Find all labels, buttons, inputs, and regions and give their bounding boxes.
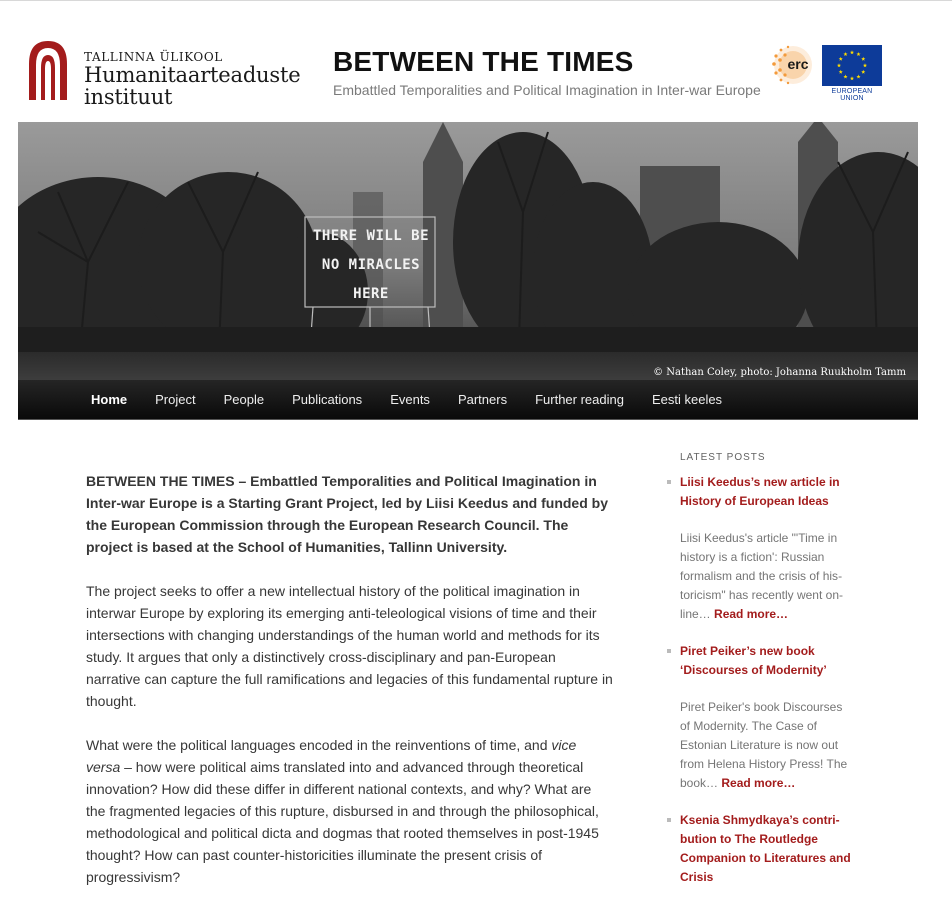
eu-flag[interactable] xyxy=(822,45,882,86)
top-border xyxy=(0,0,952,1)
post-excerpt xyxy=(680,698,852,793)
post-excerpt-text: Piret Peiker's book Discourses of Modernity. The Case of Estonian Literature is now out from Helena History Press! The book… xyxy=(680,700,848,790)
eu-star-icon xyxy=(856,75,860,79)
post-title-link[interactable]: Liisi Keedus’s new article in History of European Ideas xyxy=(680,475,840,508)
erc-logo-icon[interactable] xyxy=(768,42,818,88)
latest-posts-heading: LATEST POSTS xyxy=(680,452,766,463)
site-logo[interactable] xyxy=(26,38,316,110)
eu-star-icon xyxy=(839,57,843,61)
list-bullet-icon xyxy=(667,818,671,822)
list-bullet-icon xyxy=(667,480,671,484)
post-title-link[interactable]: Piret Peiker’s new book ‘Discourses of Modernity’ xyxy=(680,644,827,677)
sign-line-1: THERE WILL BE xyxy=(312,228,430,244)
erc-label: erc xyxy=(787,56,809,72)
eu-stars-icon xyxy=(822,45,882,86)
header-banner-image xyxy=(18,122,918,380)
logo-university-name: TALLINNA ÜLIKOOL xyxy=(84,50,223,64)
eu-star-icon xyxy=(850,50,854,54)
eu-star-icon xyxy=(856,52,860,56)
site-description: Embattled Temporalities and Political Imagination in Inter-war Europe xyxy=(333,82,761,98)
tallinn-university-arch-icon xyxy=(26,38,70,100)
sign-line-2: NO MIRACLES xyxy=(321,257,421,273)
list-bullet-icon xyxy=(667,649,671,653)
eu-label: EUROPEAN UNION xyxy=(831,88,873,102)
nav-item-partners[interactable]: Partners xyxy=(457,392,508,407)
site-title[interactable]: BETWEEN THE TIMES xyxy=(333,46,634,77)
post-excerpt-text: Liisi Keedus's article "'Time in history is a fiction': Russian formalism and the crisis of historicism" has recently went online… xyxy=(680,531,843,621)
sign-line-3: HERE xyxy=(353,286,389,302)
post-item xyxy=(680,811,852,887)
eu-star-icon xyxy=(843,52,847,56)
sidebar xyxy=(680,452,852,905)
nav-item-people[interactable]: People xyxy=(223,392,265,407)
post-item xyxy=(680,473,852,624)
nav-item-eesti-keeles[interactable]: Eesti keeles xyxy=(651,392,723,407)
read-more-link[interactable]: Read more… xyxy=(721,776,796,790)
logo-institute-line2: instituut xyxy=(84,85,173,109)
nav-item-home[interactable]: Home xyxy=(91,392,128,407)
nav-item-publications[interactable]: Publications xyxy=(292,392,363,407)
main-content xyxy=(86,470,614,907)
banner-photo xyxy=(18,122,918,380)
read-more-link[interactable]: Read more… xyxy=(714,607,789,621)
main-navigation xyxy=(18,380,918,420)
questions-text-end: – how were political aims translated into and advanced through theoretical innovation? How did these differ in different national contexts, and why? What are the fragmented legacies of this rupture, disbursed in and through the philosophical, methodological and political dicta and dogmas that rooted themselves in post-1945 thought? How can past counter-historicities illuminate the present crisis of progressivism? xyxy=(86,759,599,885)
nav-item-project[interactable]: Project xyxy=(155,392,196,407)
eu-star-icon xyxy=(843,75,847,79)
post-item xyxy=(680,642,852,793)
nav-item-events[interactable]: Events xyxy=(390,392,430,407)
eu-star-icon xyxy=(839,70,843,74)
questions-text-emphasis: vice versa xyxy=(86,737,577,775)
banner-sign-text xyxy=(310,222,432,309)
questions-paragraph xyxy=(86,734,614,888)
eu-star-icon xyxy=(861,57,865,61)
logo-institute-line1: Humanitaarteaduste xyxy=(84,63,301,87)
eu-star-icon xyxy=(861,70,865,74)
project-paragraph: The project seeks to offer a new intellectual history of the political imagination in interwar Europe by exploring its emerging anti-teleological visions of time and their intersections with changing understandings of the human world and methods for its study. It argues that only a distinctively cross-disciplinary and pan-European narrative can capture the full ramifications and legacies of this fundamental rupture in thought. xyxy=(86,583,613,709)
post-title-link[interactable]: Ksenia Shmydkaya’s contribution to The Routledge Companion to Literatures and Crisis xyxy=(680,813,851,884)
eu-star-icon xyxy=(863,63,867,67)
banner-photo-credit: © Nathan Coley, photo: Johanna Ruukholm Tamm xyxy=(653,367,906,378)
eu-star-icon xyxy=(850,76,854,80)
post-excerpt xyxy=(680,529,852,624)
nav-item-further-reading[interactable]: Further reading xyxy=(535,392,624,407)
questions-text-start: What were the political languages encoded in the reinventions of time, and xyxy=(86,737,552,753)
eu-star-icon xyxy=(837,63,841,67)
intro-paragraph: BETWEEN THE TIMES – Embattled Temporalities and Political Imagination in Inter-war Europe is a Starting Grant Project, led by Liisi Keedus and funded by the European Commission through the European Research Council. The project is based at the School of Humanities, Tallinn University. xyxy=(86,473,608,555)
